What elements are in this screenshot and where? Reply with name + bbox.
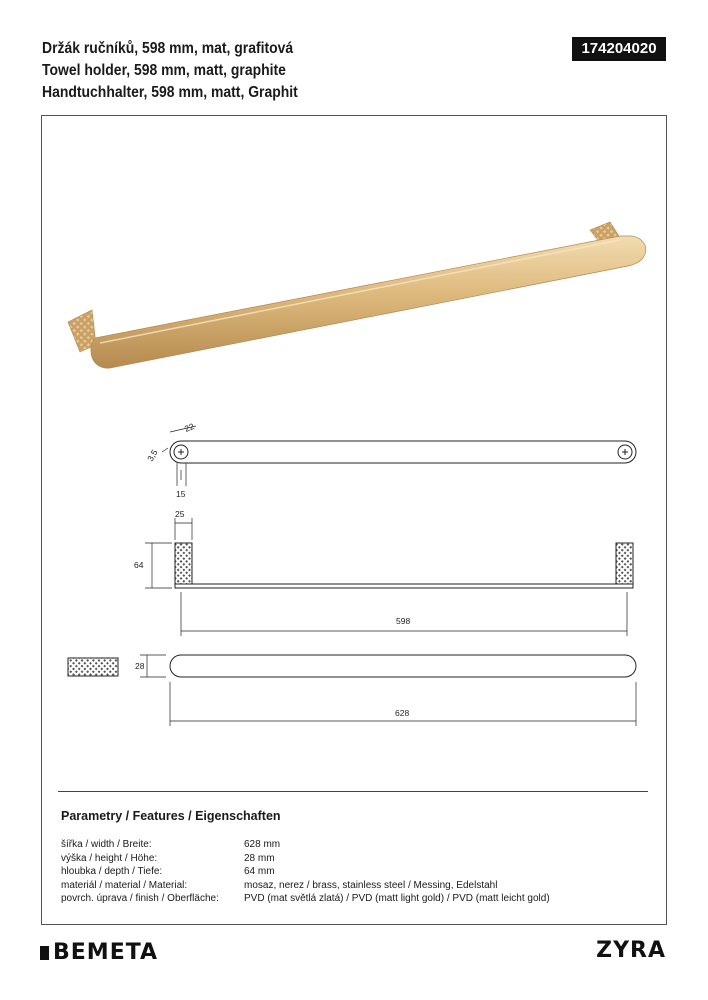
title-german: Handtuchhalter, 598 mm, matt, Graphit bbox=[42, 84, 298, 101]
param-value: 28 mm bbox=[244, 852, 275, 864]
param-value: PVD (mat světlá zlatá) / PVD (matt light gold) / PVD (matt leicht gold) bbox=[244, 893, 550, 904]
dim-598-label: 598 bbox=[396, 616, 411, 626]
product-code-badge: 174204020 bbox=[572, 37, 666, 61]
param-row-finish bbox=[61, 892, 550, 906]
param-label: materiál / material / Material: bbox=[61, 879, 188, 891]
param-row-width bbox=[61, 838, 550, 852]
parameters-divider bbox=[58, 791, 648, 792]
parameters-title: Parametry / Features / Eigenschaften bbox=[61, 809, 281, 823]
param-value: 64 mm bbox=[244, 866, 275, 877]
dim-25-label: 25 bbox=[175, 509, 185, 519]
brand-mark-icon bbox=[40, 946, 49, 960]
brand-logo bbox=[40, 940, 158, 965]
param-label: výška / height / Höhe: bbox=[61, 852, 158, 864]
param-row-material bbox=[61, 879, 550, 893]
dim-628-label: 628 bbox=[395, 708, 410, 718]
title-english: Towel holder, 598 mm, matt, graphite bbox=[42, 62, 286, 79]
product-photo bbox=[68, 222, 646, 368]
dim-64-label: 64 bbox=[134, 560, 144, 570]
param-row-depth bbox=[61, 865, 550, 879]
param-label: povrch. úprava / finish / Oberfläche: bbox=[61, 893, 219, 904]
param-label: šířka / width / Breite: bbox=[61, 839, 152, 850]
param-label: hloubka / depth / Tiefe: bbox=[61, 866, 163, 877]
dim-22-label: 22 bbox=[183, 421, 196, 434]
series-name: ZYRA bbox=[596, 938, 666, 963]
dim-3-5-label: 3,5 bbox=[145, 447, 160, 463]
brand-name: BEMETA bbox=[53, 940, 159, 965]
dim-28-label: 28 bbox=[135, 661, 145, 671]
title-czech: Držák ručníků, 598 mm, mat, grafitová bbox=[42, 40, 294, 57]
front-view-drawing bbox=[145, 518, 633, 636]
dim-15-label: 15 bbox=[176, 489, 186, 499]
parameters-table bbox=[61, 838, 550, 906]
side-view-drawing bbox=[68, 655, 636, 726]
param-value: mosaz, nerez / brass, stainless steel / Messing, Edelstahl bbox=[244, 879, 498, 891]
param-row-height bbox=[61, 852, 550, 866]
param-value: 628 mm bbox=[244, 839, 281, 850]
top-view-drawing bbox=[162, 426, 636, 486]
